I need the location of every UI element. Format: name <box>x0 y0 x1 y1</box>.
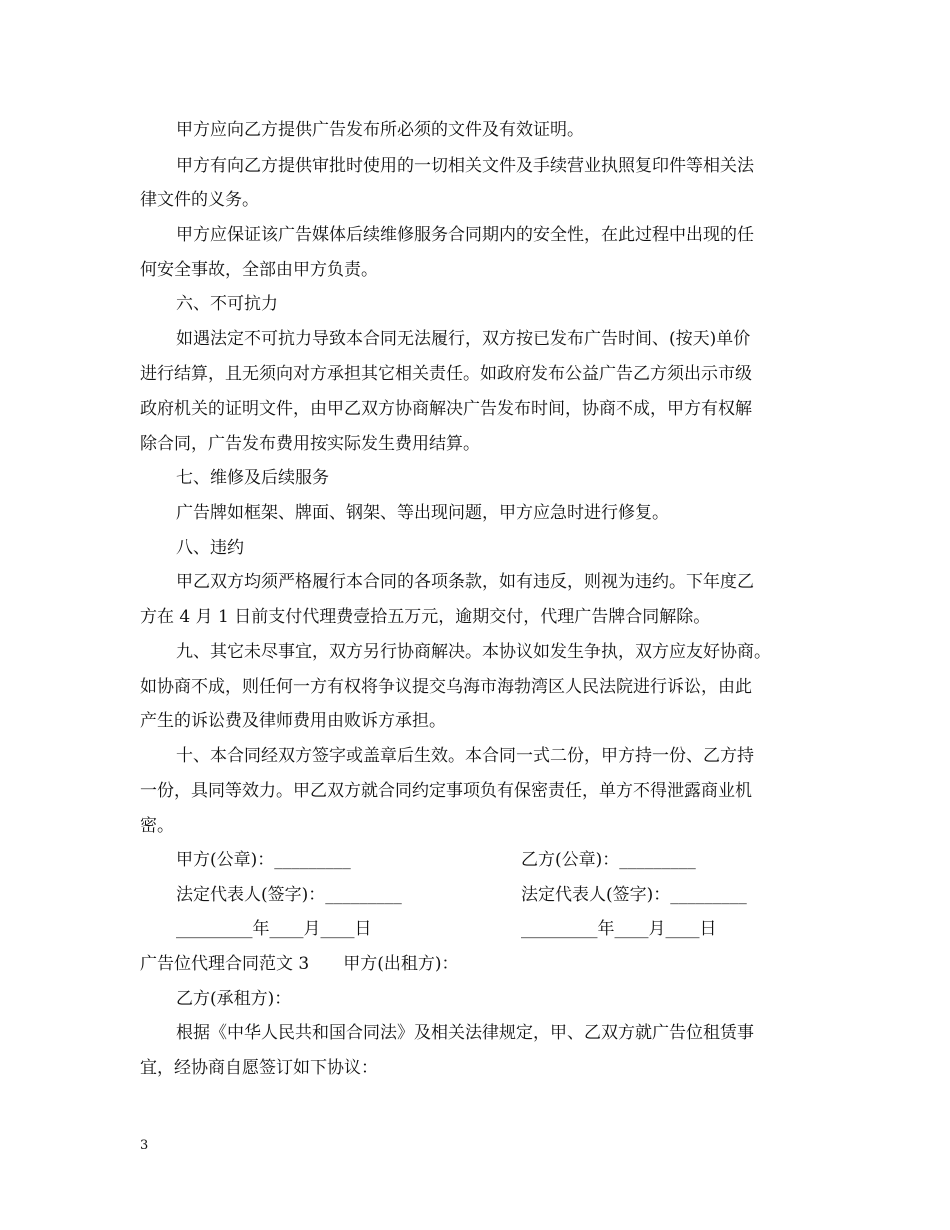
clause-text: 进行结算，且无须向对方承担其它相关责任。如政府发布公益广告乙方须出示市级 <box>140 364 752 384</box>
section-heading: 七、维修及后续服务 <box>176 468 329 488</box>
party-a-seal-line: 甲方(公章)：_________ <box>176 850 351 870</box>
party-b-representative-line: 法定代表人(签字)：_________ <box>521 885 747 905</box>
page-number: 3 <box>140 1138 149 1153</box>
party-b-date-line: _________年____月____日 <box>521 919 717 939</box>
clause-text: 甲乙双方均须严格履行本合同的各项条款，如有违反，则视为违约。下年度乙 <box>176 572 754 592</box>
clause-text: 如遇法定不可抗力导致本合同无法履行，双方按已发布广告时间、(按天)单价 <box>176 329 751 349</box>
intro-text: 宜，经协商自愿签订如下协议： <box>140 1058 378 1078</box>
party-a-representative-line: 法定代表人(签字)：_________ <box>176 885 402 905</box>
clause-text: 一份，具同等效力。甲乙双方就合同约定事项负有保密责任，单方不得泄露商业机 <box>140 781 752 801</box>
party-b-seal-line: 乙方(公章)：_________ <box>521 850 696 870</box>
clause-text: 广告牌如框架、牌面、钢架、等出现问题，甲方应急时进行修复。 <box>176 503 669 523</box>
intro-text: 根据《中华人民共和国合同法》及相关法律规定，甲、乙双方就广告位租赁事 <box>176 1023 754 1043</box>
section-heading: 八、违约 <box>176 538 244 558</box>
template-heading-line: 广告位代理合同范文 3 甲方(出租方)： <box>140 954 459 974</box>
clause-text: 甲方应向乙方提供广告发布所必须的文件及有效证明。 <box>176 120 584 140</box>
clause-text: 除合同，广告发布费用按实际发生费用结算。 <box>140 434 480 454</box>
clause-text: 方在 4 月 1 日前支付代理费壹拾五万元，逾期交付，代理广告牌合同解除。 <box>140 607 711 627</box>
clause-text: 十、本合同经双方签字或盖章后生效。本合同一式二份，甲方持一份、乙方持 <box>176 746 754 766</box>
section-heading: 六、不可抗力 <box>176 294 278 314</box>
clause-text: 甲方应保证该广告媒体后续维修服务合同期内的安全性，在此过程中出现的任 <box>176 225 754 245</box>
clause-text: 何安全事故，全部由甲方负责。 <box>140 260 378 280</box>
lessee-line: 乙方(承租方)： <box>176 989 292 1009</box>
clause-text: 律文件的义务。 <box>140 190 259 210</box>
clause-text: 产生的诉讼费及律师费用由败诉方承担。 <box>140 711 446 731</box>
clause-text: 政府机关的证明文件，由甲乙双方协商解决广告发布时间，协商不成，甲方有权解 <box>140 399 752 419</box>
clause-text: 密。 <box>140 816 174 836</box>
party-a-date-line: _________年____月____日 <box>176 919 372 939</box>
clause-text: 如协商不成，则任何一方有权将争议提交乌海市海勃湾区人民法院进行诉讼，由此 <box>140 677 752 697</box>
clause-text: 甲方有向乙方提供审批时使用的一切相关文件及手续营业执照复印件等相关法 <box>176 156 754 176</box>
clause-text: 九、其它未尽事宜，双方另行协商解决。本协议如发生争执，双方应友好协商。 <box>176 642 771 662</box>
